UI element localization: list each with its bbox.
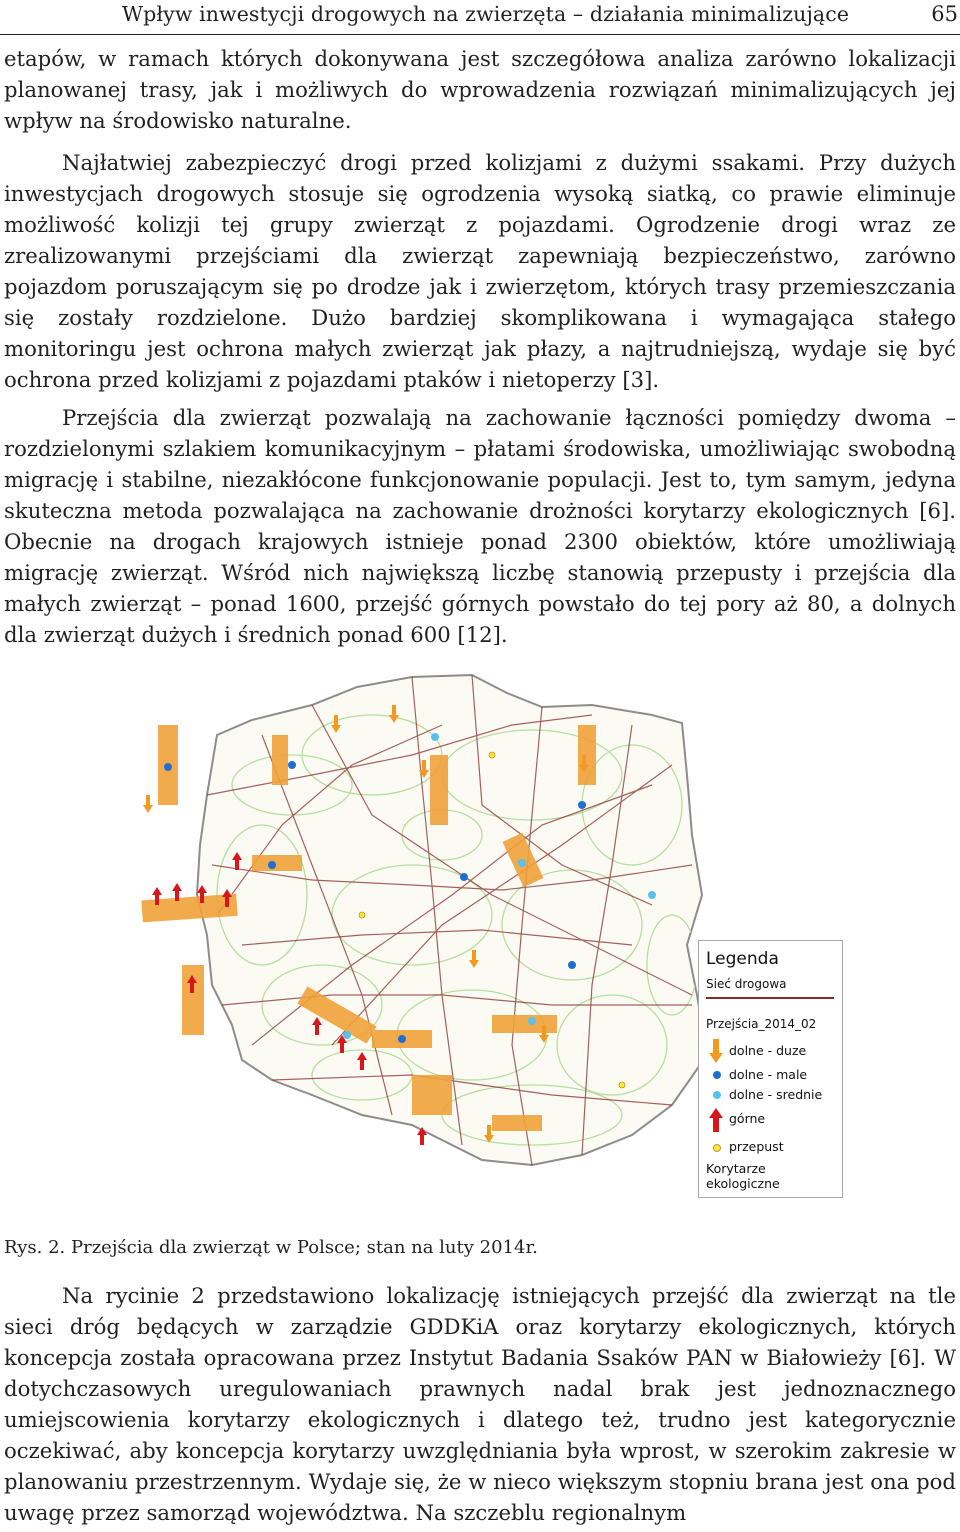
dot-small (460, 873, 468, 881)
road-line-icon (706, 997, 834, 999)
legend-item-lower-medium: dolne - srednie (729, 1087, 823, 1102)
legend-road-network: Sieć drogowa (706, 977, 787, 991)
legend-item-lower-large: dolne - duze (729, 1043, 807, 1058)
legend-title: Legenda (706, 949, 779, 969)
dot-yellow-icon (712, 1143, 722, 1153)
dot-medium (343, 1031, 351, 1039)
dot-small (398, 1035, 406, 1043)
dot-small (268, 861, 276, 869)
corridor-segment (182, 965, 204, 1035)
corridor-segment (430, 755, 448, 825)
dot-medium (648, 891, 656, 899)
running-header (0, 0, 960, 35)
map-legend (698, 940, 843, 1198)
dot-culvert (619, 1082, 625, 1088)
dot-small (568, 961, 576, 969)
corridor-segment (492, 1015, 557, 1033)
arrow-down-orange-icon (709, 1039, 723, 1063)
page-number: 65 (931, 2, 958, 26)
corridor-segment (492, 1115, 542, 1131)
dot-small (288, 761, 296, 769)
corridor-segment (412, 1075, 452, 1115)
paragraph-3: Przejścia dla zwierząt pozwalają na zachowanie łączności pomiędzy dwoma – rozdzielonymi szlakiem komunikacyjnym – płatami środowiska, umożliwiając swobodną migrację i stabilne, niezakłócone funkcjonowanie populacji. Jest to, tym samym, jedyna skuteczna metoda pozwalająca na zachowanie drożności korytarzy ekologicznych [6]. Obecnie na drogach krajowych istnieje ponad 2300 obiektów, które umożliwiają migrację zwierząt. Wśród nich największą liczbę stanowią przepusty i przejścia dla małych zwierząt – ponad 1600, przejść górnych powstało do tej pory aż 80, a dolnych dla zwierząt dużych i średnich ponad 600 [12]. (4, 405, 956, 647)
figure-caption: Rys. 2. Przejścia dla zwierząt w Polsce; stan na luty 2014r. (4, 1237, 538, 1258)
legend-corridors: Korytarze ekologiczne (706, 1161, 780, 1191)
legend-layer-name: Przejścia_2014_02 (706, 1017, 817, 1031)
legend-item-upper: górne (729, 1111, 766, 1126)
dot-medium (528, 1017, 536, 1025)
legend-item-culvert: przepust (729, 1139, 784, 1154)
dot-cyan-icon (712, 1090, 722, 1100)
dot-medium (431, 733, 439, 741)
dot-culvert (489, 752, 495, 758)
dot-small (164, 763, 172, 771)
dot-small (578, 801, 586, 809)
dot-blue-icon (712, 1070, 722, 1080)
corridor-segment (252, 855, 302, 871)
paragraph-2: Najłatwiej zabezpieczyć drogi przed kolizjami z dużymi ssakami. Przy dużych inwestycjach drogowych stosuje się ogrodzenia wysoką siatką, co prawie eliminuje możliwość kolizji tej grupy zwierząt z pojazdami. Ogrodzenie drogi wraz ze zrealizowanymi przejściami dla zwierząt zapewniają bezpieczeństwo, zarówno pojazdom poruszającym się po drodze jak i zwierzętom, których trasy przemieszczania się zostały rozdzielone. Dużo bardziej skomplikowana i wymagająca stałego monitoringu jest ochrona małych zwierząt jak płazy, a najtrudniejszą, wydaje się być ochrona przed kolizjami z pojazdami ptaków i nietoperzy [3]. (4, 150, 956, 392)
dot-medium (518, 859, 526, 867)
paragraph-1: etapów, w ramach których dokonywana jest szczegółowa analiza zarówno lokalizacji planowanej trasy, jak i możliwych do wprowadzenia rozwiązań minimalizujących jej wpływ na środowisko naturalne. (4, 46, 956, 133)
dot-culvert (359, 912, 365, 918)
legend-item-lower-small: dolne - male (729, 1067, 808, 1082)
arrow-up-red-icon (709, 1108, 723, 1132)
corridor-segment (272, 735, 288, 785)
corridor-segment (578, 725, 596, 785)
running-title: Wpływ inwestycji drogowych na zwierzęta – działania minimalizujące (122, 2, 850, 26)
arrow-down (143, 795, 153, 813)
paragraph-4: Na rycinie 2 przedstawiono lokalizację istniejących przejść dla zwierząt na tle sieci dróg będących w zarządzie GDDKiA oraz korytarzy ekologicznych, których koncepcja została opracowana przez Instytut Badania Ssaków PAN w Białowieży [6]. W dotychczasowych uregulowaniach prawnych nadal brak jest jednoznacznego umiejscowienia korytarzy ekologicznych i dlatego też, trudno jest kategorycznie oczekiwać, aby koncepcja korytarzy uwzględniania była wprost, w szerokim zakresie w planowaniu przestrzennym. Wydaje się, że w nieco większym stopniu brana jest ona pod uwagę przez samorząd województwa. Na szczeblu regionalnym (4, 1283, 956, 1525)
